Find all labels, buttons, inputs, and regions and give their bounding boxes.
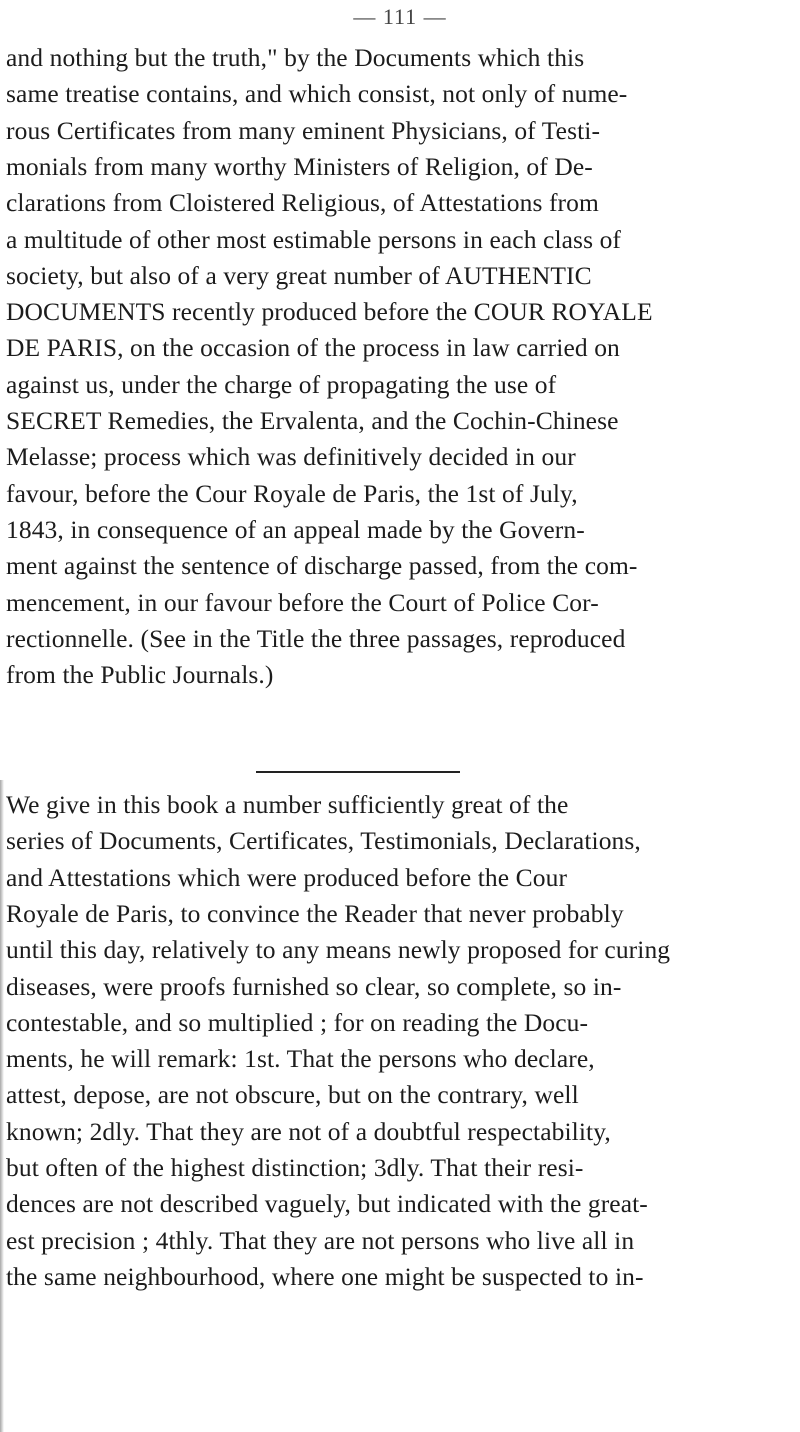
text-line: the same neighbourhood, where one might be suspected to in-	[6, 1261, 644, 1291]
text-line: rous Certificates from many eminent Physicians, of Testi-	[6, 115, 601, 145]
text-line: dences are not described vaguely, but indicated with the great-	[6, 1189, 648, 1219]
text-line: known; 2dly. That they are not of a doubtful respectability,	[6, 1116, 611, 1146]
text-line: against us, under the charge of propagating the use of	[6, 369, 557, 399]
text-line: favour, before the Cour Royale de Paris, the 1st of July,	[6, 478, 578, 508]
text-line: 1843, in consequence of an appeal made by the Govern-	[6, 514, 585, 544]
text-line: a multitude of other most estimable persons in each class of	[6, 224, 622, 254]
text-line: Royale de Paris, to convince the Reader that never probably	[6, 898, 624, 928]
text-line: but often of the highest distinction; 3dly. That their resi-	[6, 1153, 584, 1182]
text-line: same treatise contains, and which consist, not only of nume-	[6, 79, 628, 109]
text-line: DE PARIS, on the occasion of the process in law carried on	[6, 333, 620, 363]
text-line: DOCUMENTS recently produced before the COUR ROYALE	[6, 297, 653, 327]
text-line: ments, he will remark: 1st. That the persons who declare,	[6, 1044, 595, 1074]
text-line: Melasse; process which was definitively decided in our	[6, 442, 576, 472]
text-line: ment against the sentence of discharge passed, from the com-	[6, 551, 638, 581]
text-line: SECRET Remedies, the Ervalenta, and the Cochin-Chinese	[6, 406, 619, 435]
text-line: rectionnelle. (See in the Title the three passages, reproduced	[6, 623, 626, 653]
text-line: from the Public Journals.)	[6, 660, 274, 690]
text-line: clarations from Cloistered Religious, of Attestations from	[6, 188, 599, 218]
text-line: est precision ; 4thly. That they are not persons who live all in	[6, 1225, 635, 1255]
text-line: contestable, and so multiplied ; for on reading the Docu-	[6, 1007, 589, 1037]
text-line: diseases, were proofs furnished so clear, so complete, so in-	[6, 971, 622, 1001]
binding-shadow	[0, 780, 4, 1432]
text-line: monials from many worthy Ministers of Religion, of De-	[6, 151, 593, 181]
text-line: attest, depose, are not obscure, but on the contrary, well	[6, 1080, 579, 1110]
text-line: series of Documents, Certificates, Testimonials, Declarations,	[6, 826, 641, 856]
text-line: until this day, relatively to any means newly proposed for curing	[6, 935, 671, 965]
section-divider	[256, 771, 460, 773]
text-line: mencement, in our favour before the Court of Police Cor-	[6, 587, 599, 617]
text-line: and Attestations which were produced before the Cour	[6, 862, 568, 892]
text-line: society, but also of a very great number of AUTHENTIC	[6, 260, 592, 290]
text-line: We give in this book a number sufficiently great of the	[6, 790, 569, 819]
text-line: and nothing but the truth," by the Documents which this	[6, 43, 585, 72]
page-number: — 111 —	[353, 4, 447, 29]
